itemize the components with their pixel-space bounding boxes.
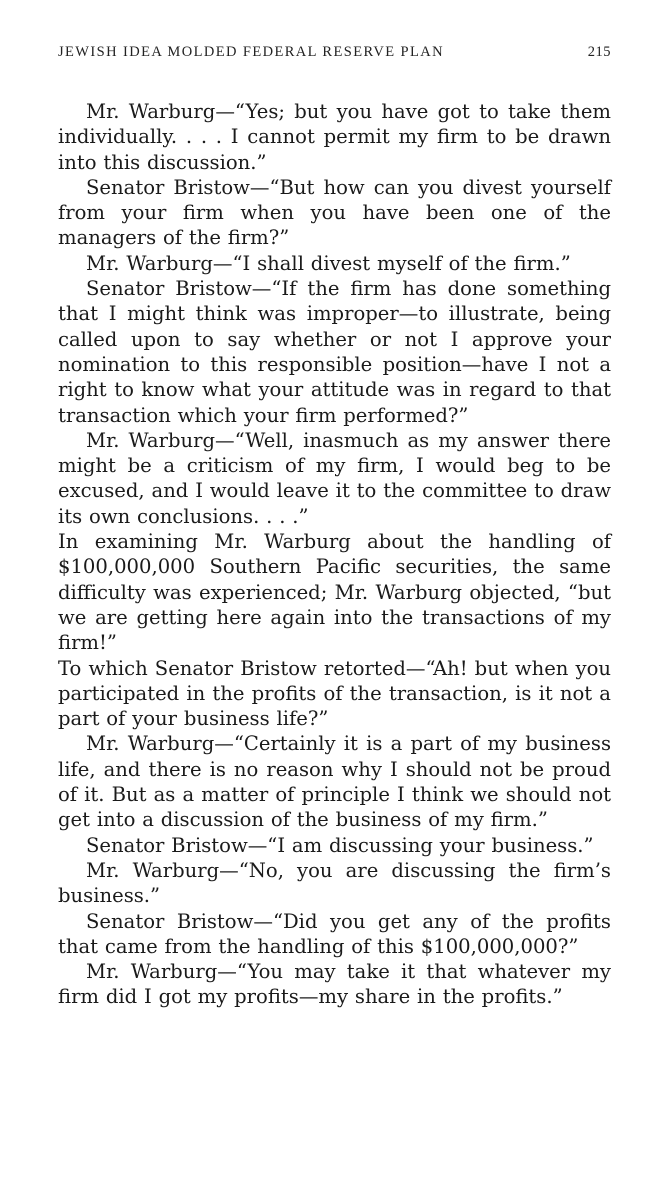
paragraph: Mr. Warburg—“No, you are discussing the firm’s business.” (58, 858, 611, 908)
paragraph: Senator Bristow—“I am discussing your business.” (86, 833, 594, 857)
paragraph: Mr. Warburg—“Certainly it is a part of my business life, and there is no reason why I should not be proud of it. But as a matter of principle I think we should not get into a discussion of the business of my firm.” (58, 732, 611, 832)
paragraph: To which Senator Bristow retorted—“Ah! but when you participated in the profits of the transaction, is it not a part of your business life?” (58, 656, 611, 731)
paragraph: Mr. Warburg—“Well, inasmuch as my answer there might be a criticism of my firm, I would beg to be excused, and I would leave it to the committee to draw its own conclusions. . . .” (58, 428, 611, 528)
paragraph: Mr. Warburg—“Yes; but you have got to take them individually. . . . I cannot permit my firm to be drawn into this discussion.” (58, 100, 611, 174)
running-header (58, 44, 611, 61)
body-text (58, 99, 611, 1010)
paragraph: Senator Bristow—“If the firm has done something that I might think was improper—to illustrate, being called upon to say whether or not I approve your nomination to this responsible position—have I not a right to know what your attitude was in regard to that transaction which your firm performed?” (58, 277, 611, 427)
paragraph: Senator Bristow—“But how can you divest yourself from your firm when you have been one of the managers of the firm?” (58, 175, 611, 250)
paragraph: Mr. Warburg—“You may take it that whatever my firm did I got my profits—my share in the profits.” (58, 960, 611, 1009)
paragraph: Mr. Warburg—“I shall divest myself of the firm.” (86, 251, 571, 275)
paragraph: Senator Bristow—“Did you get any of the profits that came from the handling of this $100,000,000?” (58, 909, 611, 958)
running-title: JEWISH IDEA MOLDED FEDERAL RESERVE PLAN (58, 44, 444, 60)
page-number: 215 (587, 44, 611, 60)
paragraph: In examining Mr. Warburg about the handling of $100,000,000 Southern Pacific securities, the same difficulty was experienced; Mr. Warburg objected, “but we are getting here again into the transactions of my firm!” (58, 530, 611, 655)
